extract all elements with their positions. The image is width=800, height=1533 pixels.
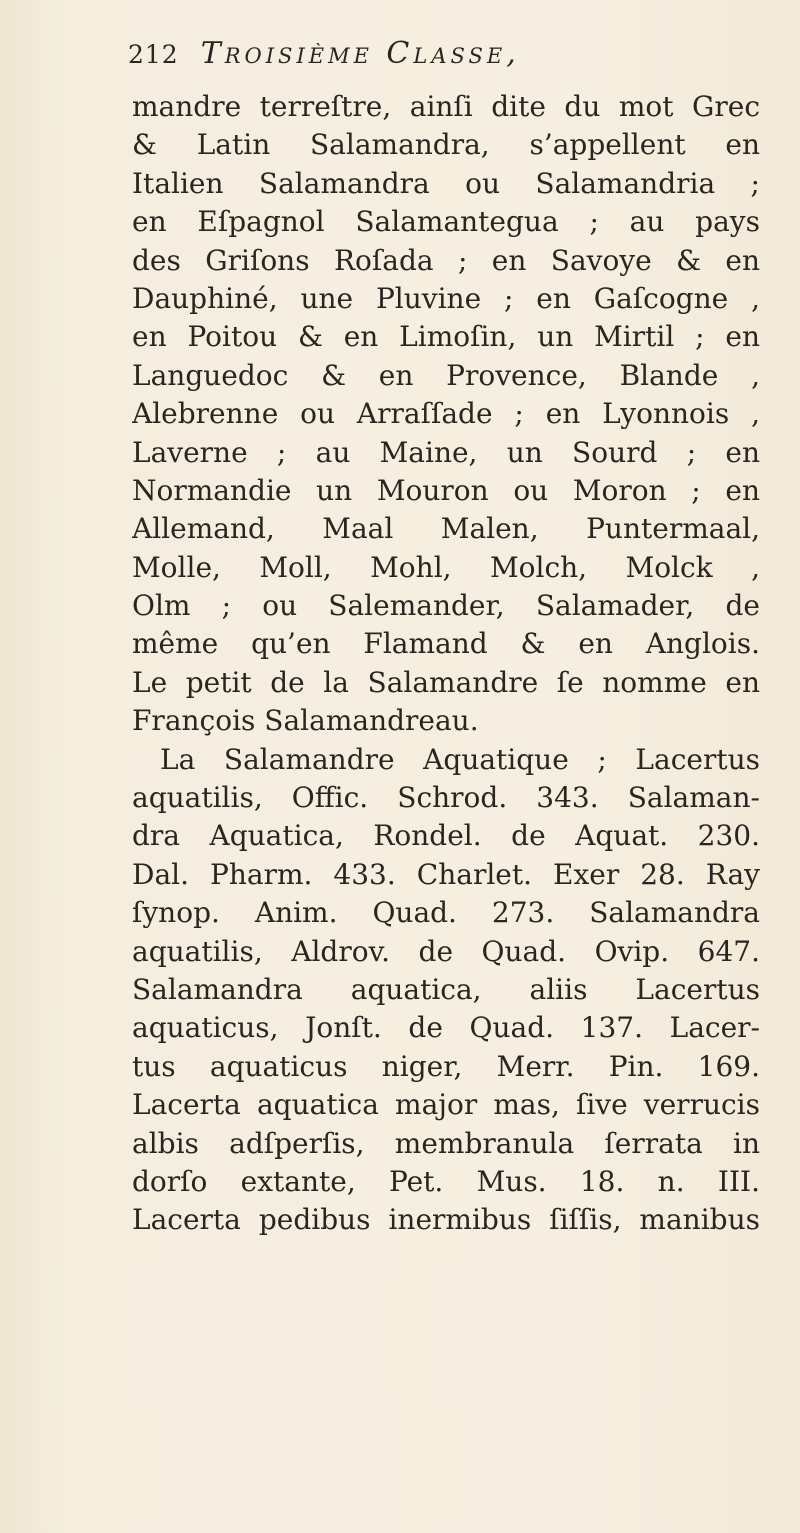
- text-line: aquatilis, Aldrov. de Quad. Ovip. 647.: [132, 934, 760, 968]
- text-line: même qu’en Flamand & en Anglois.: [132, 627, 760, 661]
- text-line: dorſo extante, Pet. Mus. 18. n. III.: [132, 1164, 760, 1198]
- text-line: Salamandra aquatica, aliis Lacertus: [132, 972, 760, 1006]
- text-line: Normandie un Mouron ou Moron ; en: [132, 473, 760, 507]
- text-line: Molle, Moll, Mohl, Molch, Molck ,: [132, 550, 760, 584]
- body-text: [132, 88, 760, 1240]
- text-line: aquatilis, Offic. Schrod. 343. Salaman-: [132, 781, 760, 815]
- text-line: Languedoc & en Provence, Blande ,: [132, 358, 760, 392]
- text-line: Lacerta pedibus inermibus ſiſſis, manibus: [132, 1203, 760, 1237]
- text-line: Laverne ; au Maine, un Sourd ; en: [132, 435, 760, 469]
- text-line: albis adſperſis, membranula ſerrata in: [132, 1126, 760, 1160]
- text-line: Olm ; ou Salemander, Salamader, de: [132, 589, 760, 623]
- text-line: ſynop. Anim. Quad. 273. Salamandra: [132, 896, 760, 930]
- text-line: Lacerta aquatica major mas, ſive verrucis: [132, 1088, 760, 1122]
- text-line: Alebrenne ou Arraſſade ; en Lyonnois ,: [132, 397, 760, 431]
- text-line: dra Aquatica, Rondel. de Aquat. 230.: [132, 819, 760, 853]
- text-line: & Latin Salamandra, s’appellent en: [132, 128, 760, 162]
- text-line: Dal. Pharm. 433. Charlet. Exer 28. Ray: [132, 857, 760, 891]
- text-line: Italien Salamandra ou Salamandria ;: [132, 166, 760, 200]
- page-header: [128, 36, 760, 84]
- text-line: Dauphiné, une Pluvine ; en Gaſcogne ,: [132, 281, 760, 315]
- running-head: Troisième Classe,: [200, 36, 520, 71]
- text-line: François Salamandreau.: [132, 704, 479, 738]
- text-line: mandre terreſtre, ainſi dite du mot Grec: [132, 90, 760, 123]
- text-line: Le petit de la Salamandre ſe nomme en: [132, 665, 760, 699]
- text-line: tus aquaticus niger, Merr. Pin. 169.: [132, 1049, 760, 1083]
- text-line: Allemand, Maal Malen, Puntermaal,: [132, 512, 760, 546]
- text-line: en Eſpagnol Salamantegua ; au pays: [132, 205, 760, 239]
- text-line: La Salamandre Aquatique ; Lacertus: [160, 742, 760, 776]
- text-line: des Griſons Roſada ; en Savoye & en: [132, 243, 760, 277]
- text-line: aquaticus, Jonſt. de Quad. 137. Lacer-: [132, 1011, 760, 1045]
- page-number: 212: [128, 40, 179, 69]
- text-line: en Poitou & en Limoſin, un Mirtil ; en: [132, 320, 760, 354]
